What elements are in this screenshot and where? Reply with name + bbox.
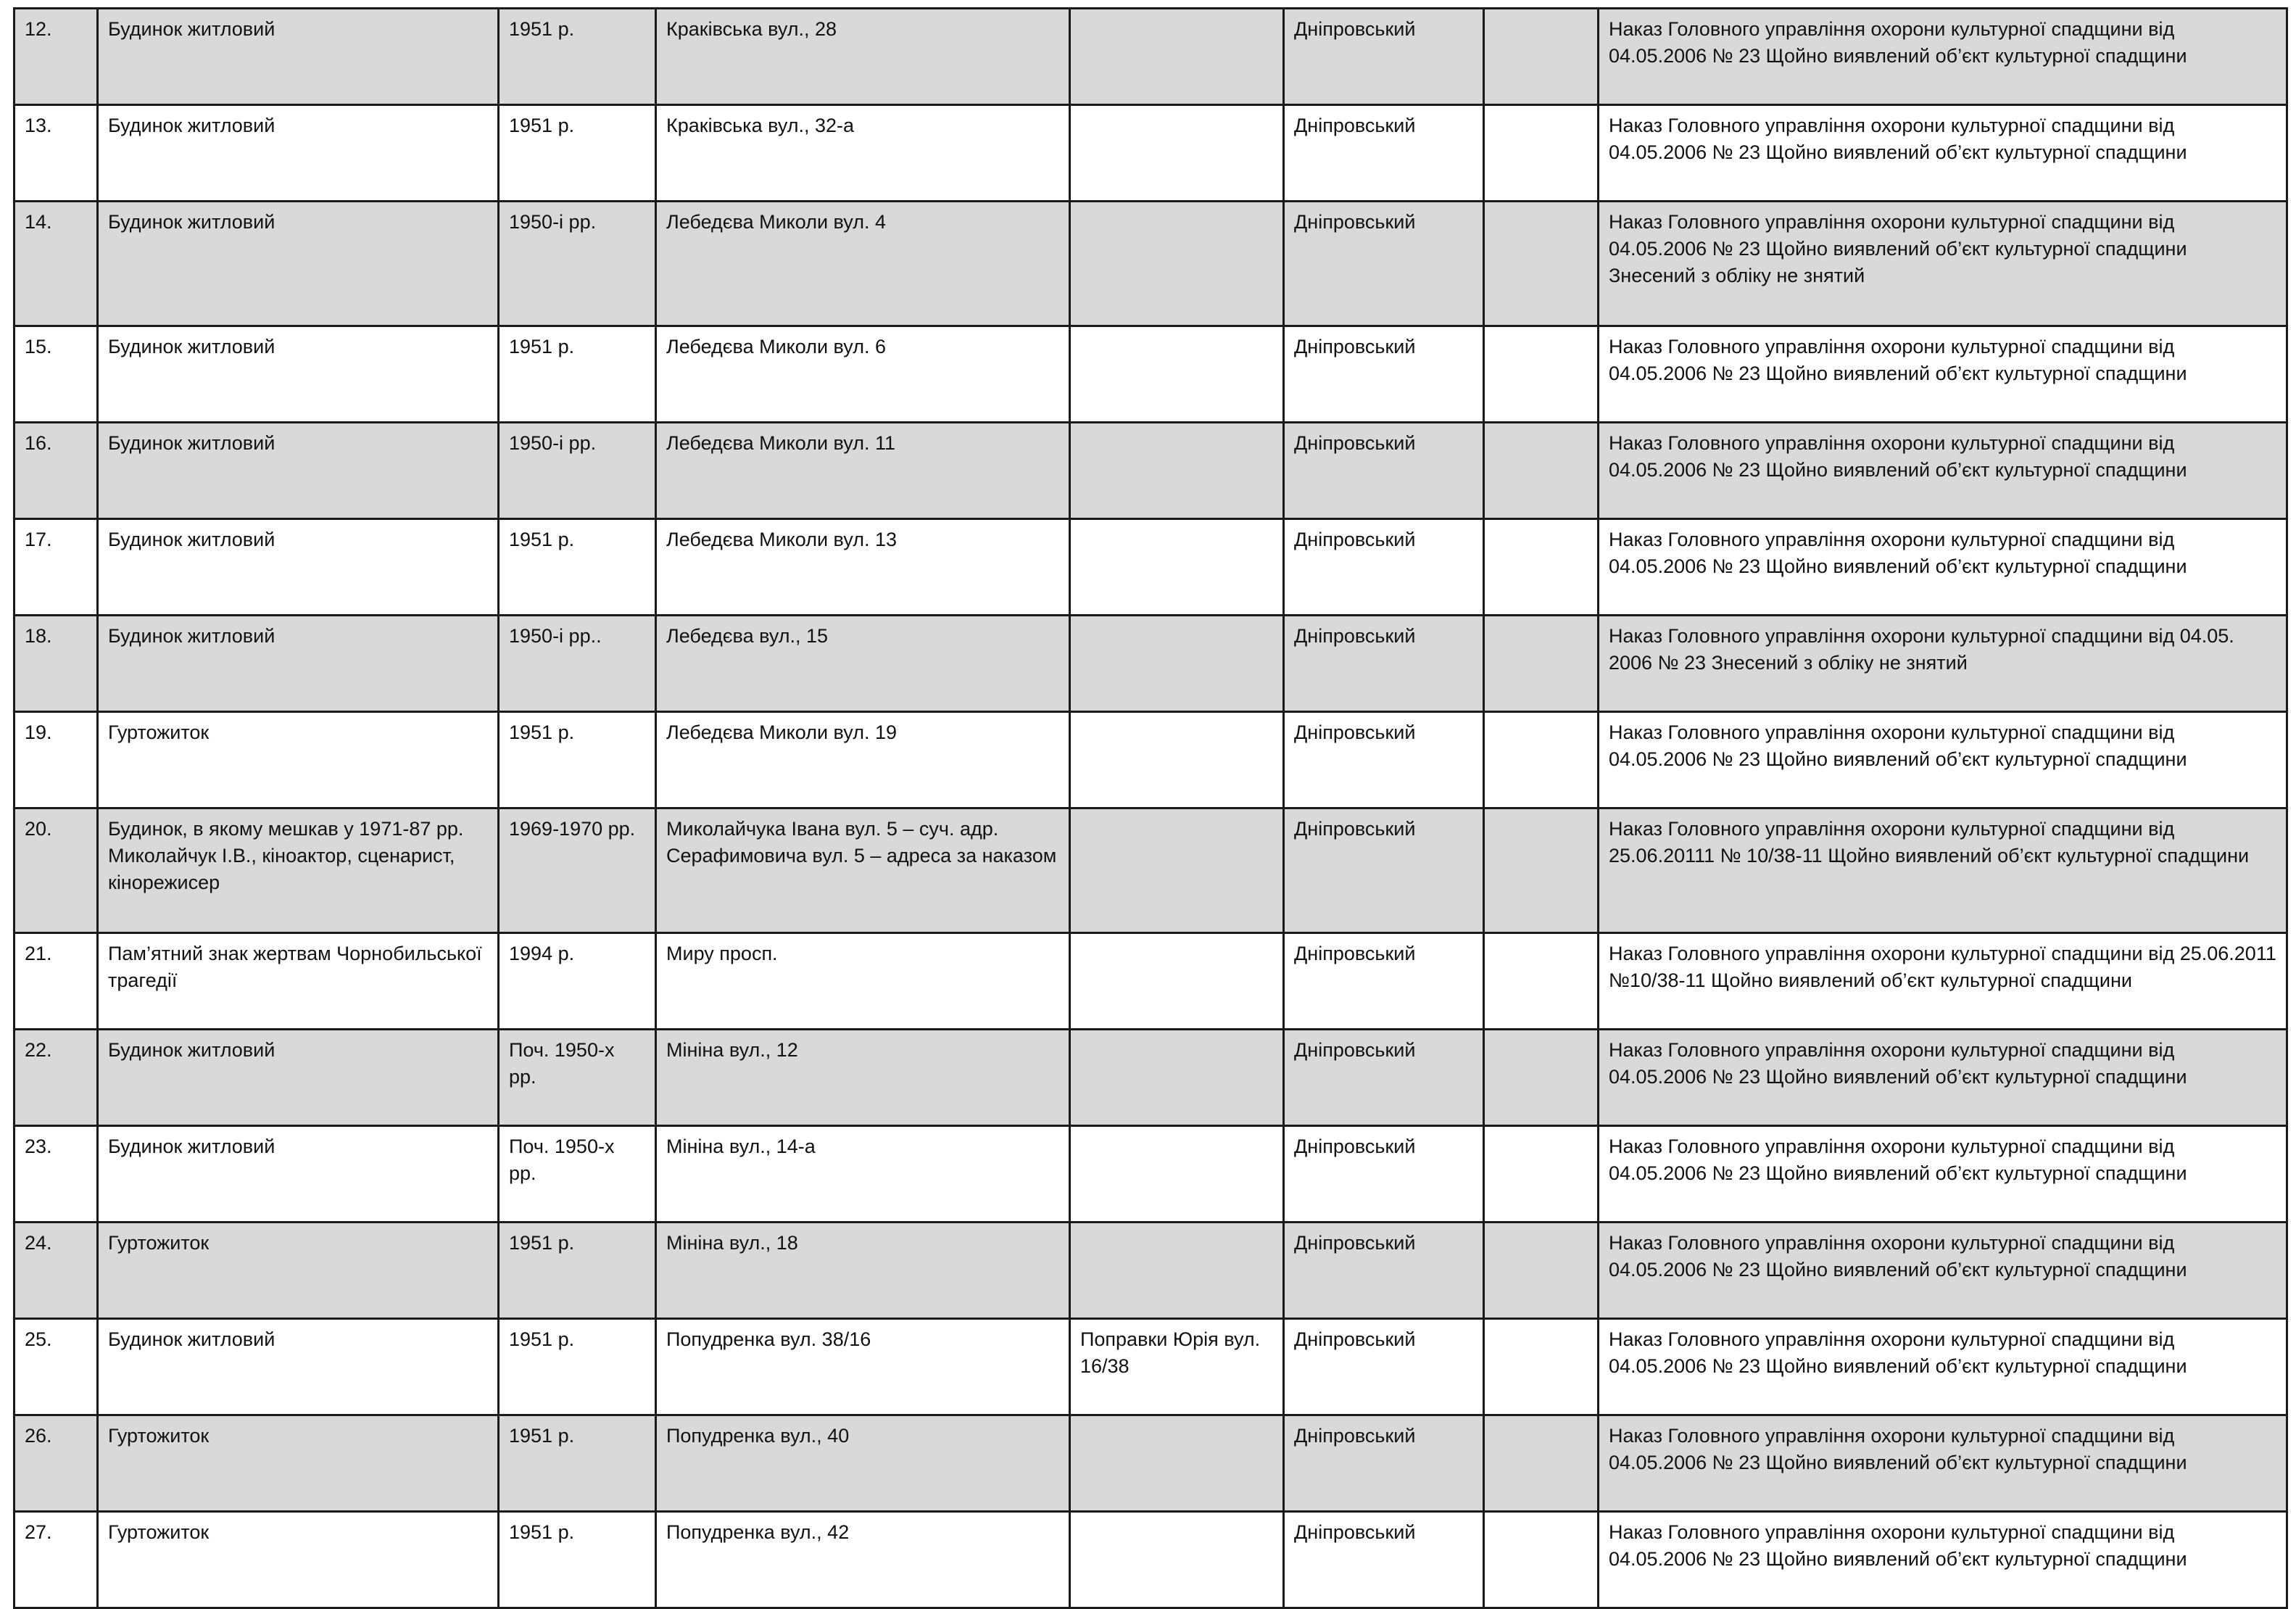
row-number-cell xyxy=(14,1319,98,1415)
address-cell-text: Лебедєва Миколи вул. 11 xyxy=(666,432,895,454)
alt-address-cell xyxy=(1070,105,1284,202)
object-name-cell xyxy=(98,616,499,712)
date-cell xyxy=(499,1319,656,1415)
district-cell-text: Дніпровський xyxy=(1294,1232,1416,1254)
address-cell-text: Лебедєва вул., 15 xyxy=(666,625,829,647)
extra-cell xyxy=(1484,1126,1599,1223)
object-name-cell-text: Гуртожиток xyxy=(108,1425,210,1447)
district-cell-text: Дніпровський xyxy=(1294,1425,1416,1447)
address-cell-text: Лебедєва Миколи вул. 19 xyxy=(666,721,898,743)
row-number-cell xyxy=(14,1030,98,1126)
date-cell xyxy=(499,519,656,616)
date-cell xyxy=(499,105,656,202)
object-name-cell xyxy=(98,1126,499,1223)
table-row xyxy=(14,1223,2287,1319)
alt-address-cell xyxy=(1070,1126,1284,1223)
district-cell xyxy=(1284,423,1484,519)
address-cell xyxy=(656,519,1070,616)
row-number-cell xyxy=(14,1126,98,1223)
document-reference-cell xyxy=(1599,1512,2287,1608)
date-cell xyxy=(499,1126,656,1223)
district-cell xyxy=(1284,202,1484,326)
table-row xyxy=(14,616,2287,712)
alt-address-cell xyxy=(1070,326,1284,423)
document-reference-cell xyxy=(1599,519,2287,616)
date-cell xyxy=(499,1512,656,1608)
extra-cell xyxy=(1484,1030,1599,1126)
row-number-cell-text: 23. xyxy=(25,1136,52,1157)
address-cell xyxy=(656,423,1070,519)
table-row xyxy=(14,1126,2287,1223)
document-reference-cell xyxy=(1599,1223,2287,1319)
date-cell xyxy=(499,808,656,933)
document-reference-cell-text: Наказ Головного управління охорони культурної спадщини від 04.05.2006 № 23 Щойно виявлений об’єкт культурної спадщини xyxy=(1609,1136,2187,1184)
address-cell xyxy=(656,1030,1070,1126)
extra-cell xyxy=(1484,712,1599,808)
date-cell-text: 1951 р. xyxy=(509,18,575,40)
row-number-cell xyxy=(14,326,98,423)
object-name-cell xyxy=(98,808,499,933)
table-row xyxy=(14,933,2287,1030)
document-reference-cell-text: Наказ Головного управління охорони культурної спадщини від 04.05.2006 № 23 Щойно виявлений об’єкт культурної спадщини xyxy=(1609,336,2187,384)
extra-cell xyxy=(1484,1223,1599,1319)
date-cell-text: 1951 р. xyxy=(509,1232,575,1254)
row-number-cell-text: 22. xyxy=(25,1039,52,1061)
district-cell xyxy=(1284,1512,1484,1608)
object-name-cell xyxy=(98,1415,499,1512)
table-row xyxy=(14,326,2287,423)
row-number-cell-text: 14. xyxy=(25,211,52,233)
address-cell xyxy=(656,1415,1070,1512)
date-cell xyxy=(499,202,656,326)
alt-address-cell xyxy=(1070,1030,1284,1126)
district-cell-text: Дніпровський xyxy=(1294,818,1416,840)
district-cell-text: Дніпровський xyxy=(1294,432,1416,454)
district-cell xyxy=(1284,1126,1484,1223)
alt-address-cell xyxy=(1070,616,1284,712)
date-cell-text: 1950-і рр. xyxy=(509,211,597,233)
address-cell xyxy=(656,808,1070,933)
object-name-cell-text: Будинок житловий xyxy=(108,1328,275,1350)
district-cell-text: Дніпровський xyxy=(1294,721,1416,743)
table-row xyxy=(14,808,2287,933)
district-cell xyxy=(1284,808,1484,933)
object-name-cell xyxy=(98,202,499,326)
document-reference-cell xyxy=(1599,202,2287,326)
object-name-cell-text: Гуртожиток xyxy=(108,1232,210,1254)
document-reference-cell-text: Наказ Головного управління охорони культурної спадщини від 04.05.2006 № 23 Щойно виявлений об’єкт культурної спадщини xyxy=(1609,115,2187,163)
document-reference-cell-text: Наказ Головного управління охорони культурної спадщини від 04.05.2006 № 23 Щойно виявлений об’єкт культурної спадщини xyxy=(1609,1232,2187,1281)
alt-address-cell xyxy=(1070,9,1284,105)
address-cell xyxy=(656,933,1070,1030)
district-cell-text: Дніпровський xyxy=(1294,115,1416,136)
document-reference-cell xyxy=(1599,808,2287,933)
row-number-cell-text: 26. xyxy=(25,1425,52,1447)
document-reference-cell xyxy=(1599,9,2287,105)
row-number-cell xyxy=(14,1512,98,1608)
district-cell-text: Дніпровський xyxy=(1294,1521,1416,1543)
row-number-cell xyxy=(14,808,98,933)
address-cell xyxy=(656,1223,1070,1319)
date-cell-text: 1951 р. xyxy=(509,529,575,550)
address-cell xyxy=(656,1126,1070,1223)
document-reference-cell-text: Наказ Головного управління охорони культурної спадщини від 04.05. 2006 № 23 Знесений з обліку не знятий xyxy=(1609,625,2234,674)
table-body xyxy=(14,9,2287,1608)
district-cell-text: Дніпровський xyxy=(1294,1328,1416,1350)
object-name-cell-text: Гуртожиток xyxy=(108,1521,210,1543)
alt-address-cell xyxy=(1070,423,1284,519)
district-cell xyxy=(1284,1030,1484,1126)
row-number-cell xyxy=(14,712,98,808)
row-number-cell-text: 16. xyxy=(25,432,52,454)
document-reference-cell-text: Наказ Головного управління охорони культурної спадщини від 04.05.2006 № 23 Щойно виявлений об’єкт культурної спадщини xyxy=(1609,1521,2187,1570)
document-reference-cell-text: Наказ Головного управління охорони культурної спадщини від 04.05.2006 № 23 Щойно виявлений об’єкт культурної спадщини xyxy=(1609,18,2187,67)
row-number-cell xyxy=(14,105,98,202)
address-cell-text: Лебедєва Миколи вул. 13 xyxy=(666,529,898,550)
row-number-cell-text: 24. xyxy=(25,1232,52,1254)
date-cell xyxy=(499,423,656,519)
district-cell xyxy=(1284,933,1484,1030)
document-reference-cell xyxy=(1599,712,2287,808)
district-cell xyxy=(1284,1223,1484,1319)
document-reference-cell xyxy=(1599,933,2287,1030)
object-name-cell xyxy=(98,1223,499,1319)
object-name-cell-text: Пам’ятний знак жертвам Чорнобильської трагедії xyxy=(108,943,482,991)
extra-cell xyxy=(1484,326,1599,423)
extra-cell xyxy=(1484,423,1599,519)
address-cell-text: Миру просп. xyxy=(666,943,778,964)
address-cell xyxy=(656,616,1070,712)
document-reference-cell-text: Наказ Головного управління охорони культурної спадщини від 25.06.2011 №10/38-11 Щойно виявлений об’єкт культурної спадщини xyxy=(1609,943,2276,991)
district-cell xyxy=(1284,1415,1484,1512)
address-cell xyxy=(656,9,1070,105)
district-cell xyxy=(1284,712,1484,808)
extra-cell xyxy=(1484,616,1599,712)
date-cell-text: 1951 р. xyxy=(509,336,575,357)
row-number-cell xyxy=(14,933,98,1030)
address-cell-text: Лебедєва Миколи вул. 4 xyxy=(666,211,886,233)
row-number-cell-text: 12. xyxy=(25,18,52,40)
heritage-registry-table xyxy=(13,7,2288,1609)
date-cell-text: 1951 р. xyxy=(509,115,575,136)
date-cell xyxy=(499,1030,656,1126)
row-number-cell-text: 19. xyxy=(25,721,52,743)
alt-address-cell xyxy=(1070,1512,1284,1608)
alt-address-cell xyxy=(1070,933,1284,1030)
document-reference-cell xyxy=(1599,105,2287,202)
date-cell xyxy=(499,1223,656,1319)
object-name-cell-text: Будинок житловий xyxy=(108,529,275,550)
address-cell xyxy=(656,1319,1070,1415)
date-cell-text: 1994 р. xyxy=(509,943,575,964)
row-number-cell xyxy=(14,519,98,616)
row-number-cell-text: 15. xyxy=(25,336,52,357)
district-cell xyxy=(1284,616,1484,712)
row-number-cell xyxy=(14,202,98,326)
date-cell xyxy=(499,326,656,423)
date-cell-text: 1950-і рр. xyxy=(509,432,597,454)
address-cell-text: Попудренка вул., 42 xyxy=(666,1521,850,1543)
alt-address-cell xyxy=(1070,1319,1284,1415)
date-cell-text: 1951 р. xyxy=(509,1425,575,1447)
table-row xyxy=(14,519,2287,616)
extra-cell xyxy=(1484,105,1599,202)
address-cell xyxy=(656,1512,1070,1608)
row-number-cell-text: 18. xyxy=(25,625,52,647)
row-number-cell-text: 17. xyxy=(25,529,52,550)
date-cell xyxy=(499,616,656,712)
address-cell xyxy=(656,105,1070,202)
table-row xyxy=(14,712,2287,808)
row-number-cell-text: 13. xyxy=(25,115,52,136)
document-reference-cell-text: Наказ Головного управління охорони культурної спадщини від 04.05.2006 № 23 Щойно виявлений об’єкт культурної спадщини xyxy=(1609,1328,2187,1377)
date-cell xyxy=(499,9,656,105)
object-name-cell xyxy=(98,1512,499,1608)
date-cell-text: 1951 р. xyxy=(509,1521,575,1543)
district-cell xyxy=(1284,326,1484,423)
object-name-cell-text: Будинок житловий xyxy=(108,625,275,647)
object-name-cell-text: Будинок житловий xyxy=(108,1136,275,1157)
district-cell-text: Дніпровський xyxy=(1294,18,1416,40)
district-cell-text: Дніпровський xyxy=(1294,529,1416,550)
document-reference-cell xyxy=(1599,1319,2287,1415)
document-reference-cell-text: Наказ Головного управління охорони культурної спадщини від 04.05.2006 № 23 Щойно виявлений об’єкт культурної спадщини xyxy=(1609,529,2187,577)
table-row xyxy=(14,1319,2287,1415)
date-cell xyxy=(499,712,656,808)
district-cell xyxy=(1284,105,1484,202)
address-cell-text: Краківська вул., 28 xyxy=(666,18,837,40)
extra-cell xyxy=(1484,1415,1599,1512)
district-cell xyxy=(1284,9,1484,105)
row-number-cell xyxy=(14,1415,98,1512)
table-row xyxy=(14,1512,2287,1608)
district-cell xyxy=(1284,519,1484,616)
address-cell-text: Мініна вул., 14-а xyxy=(666,1136,816,1157)
document-reference-cell-text: Наказ Головного управління охорони культурної спадщини від 04.05.2006 № 23 Щойно виявлений об’єкт культурної спадщини xyxy=(1609,432,2187,481)
document-reference-cell-text: Наказ Головного управління охорони культурної спадщини від 04.05.2006 № 23 Щойно виявлений об’єкт культурної спадщини xyxy=(1609,1039,2187,1088)
date-cell-text: 1950-і рр.. xyxy=(509,625,602,647)
object-name-cell-text: Будинок житловий xyxy=(108,432,275,454)
address-cell-text: Мініна вул., 12 xyxy=(666,1039,798,1061)
table-row xyxy=(14,202,2287,326)
address-cell xyxy=(656,202,1070,326)
object-name-cell xyxy=(98,1319,499,1415)
document-reference-cell xyxy=(1599,1030,2287,1126)
alt-address-cell xyxy=(1070,1415,1284,1512)
date-cell-text: 1951 р. xyxy=(509,721,575,743)
row-number-cell-text: 20. xyxy=(25,818,52,840)
address-cell-text: Попудренка вул., 40 xyxy=(666,1425,850,1447)
date-cell xyxy=(499,1415,656,1512)
row-number-cell-text: 21. xyxy=(25,943,52,964)
document-reference-cell-text: Наказ Головного управління охорони культурної спадщини від 04.05.2006 № 23 Щойно виявлений об’єкт культурної спадщини Знесений з обліку не знятий xyxy=(1609,211,2187,286)
date-cell-text: Поч. 1950-х рр. xyxy=(509,1136,615,1184)
object-name-cell xyxy=(98,105,499,202)
object-name-cell xyxy=(98,712,499,808)
address-cell-text: Краківська вул., 32-а xyxy=(666,115,855,136)
table-row xyxy=(14,1415,2287,1512)
address-cell-text: Миколайчука Івана вул. 5 – суч. адр. Серафимовича вул. 5 – адреса за наказом xyxy=(666,818,1057,866)
table-row xyxy=(14,1030,2287,1126)
district-cell xyxy=(1284,1319,1484,1415)
row-number-cell xyxy=(14,616,98,712)
alt-address-cell xyxy=(1070,1223,1284,1319)
extra-cell xyxy=(1484,933,1599,1030)
object-name-cell xyxy=(98,1030,499,1126)
row-number-cell xyxy=(14,9,98,105)
extra-cell xyxy=(1484,9,1599,105)
alt-address-cell xyxy=(1070,519,1284,616)
table-row xyxy=(14,423,2287,519)
document-reference-cell-text: Наказ Головного управління охорони культурної спадщини від 04.05.2006 № 23 Щойно виявлений об’єкт культурної спадщини xyxy=(1609,721,2187,770)
alt-address-cell xyxy=(1070,712,1284,808)
district-cell-text: Дніпровський xyxy=(1294,211,1416,233)
date-cell-text: 1969-1970 рр. xyxy=(509,818,636,840)
object-name-cell xyxy=(98,326,499,423)
address-cell-text: Лебедєва Миколи вул. 6 xyxy=(666,336,886,357)
object-name-cell xyxy=(98,933,499,1030)
object-name-cell xyxy=(98,9,499,105)
extra-cell xyxy=(1484,519,1599,616)
extra-cell xyxy=(1484,1512,1599,1608)
document-reference-cell-text: Наказ Головного управління охорони культурної спадщини від 04.05.2006 № 23 Щойно виявлений об’єкт культурної спадщини xyxy=(1609,1425,2187,1473)
document-reference-cell xyxy=(1599,423,2287,519)
alt-address-cell-text: Поправки Юрія вул. 16/38 xyxy=(1080,1328,1261,1377)
document-reference-cell xyxy=(1599,1126,2287,1223)
row-number-cell-text: 27. xyxy=(25,1521,52,1543)
object-name-cell-text: Будинок житловий xyxy=(108,211,275,233)
object-name-cell-text: Будинок житловий xyxy=(108,115,275,136)
alt-address-cell xyxy=(1070,202,1284,326)
row-number-cell-text: 25. xyxy=(25,1328,52,1350)
date-cell-text: Поч. 1950-х рр. xyxy=(509,1039,615,1088)
document-reference-cell xyxy=(1599,326,2287,423)
document-reference-cell xyxy=(1599,616,2287,712)
date-cell xyxy=(499,933,656,1030)
document-reference-cell-text: Наказ Головного управління охорони культурної спадщини від 25.06.20111 № 10/38-11 Щойно виявлений об’єкт культурної спадщини xyxy=(1609,818,2250,866)
date-cell-text: 1951 р. xyxy=(509,1328,575,1350)
address-cell-text: Попудренка вул. 38/16 xyxy=(666,1328,871,1350)
object-name-cell xyxy=(98,423,499,519)
district-cell-text: Дніпровський xyxy=(1294,625,1416,647)
table-row xyxy=(14,105,2287,202)
table-row xyxy=(14,9,2287,105)
object-name-cell-text: Будинок житловий xyxy=(108,18,275,40)
district-cell-text: Дніпровський xyxy=(1294,1136,1416,1157)
document-reference-cell xyxy=(1599,1415,2287,1512)
extra-cell xyxy=(1484,1319,1599,1415)
row-number-cell xyxy=(14,1223,98,1319)
object-name-cell-text: Будинок житловий xyxy=(108,1039,275,1061)
district-cell-text: Дніпровський xyxy=(1294,943,1416,964)
object-name-cell xyxy=(98,519,499,616)
object-name-cell-text: Гуртожиток xyxy=(108,721,210,743)
object-name-cell-text: Будинок житловий xyxy=(108,336,275,357)
address-cell xyxy=(656,326,1070,423)
object-name-cell-text: Будинок, в якому мешкав у 1971-87 рр. Миколайчук І.В., кіноактор, сценарист, кінорежисер xyxy=(108,818,464,893)
address-cell-text: Мініна вул., 18 xyxy=(666,1232,798,1254)
extra-cell xyxy=(1484,202,1599,326)
extra-cell xyxy=(1484,808,1599,933)
district-cell-text: Дніпровський xyxy=(1294,336,1416,357)
address-cell xyxy=(656,712,1070,808)
row-number-cell xyxy=(14,423,98,519)
district-cell-text: Дніпровський xyxy=(1294,1039,1416,1061)
alt-address-cell xyxy=(1070,808,1284,933)
